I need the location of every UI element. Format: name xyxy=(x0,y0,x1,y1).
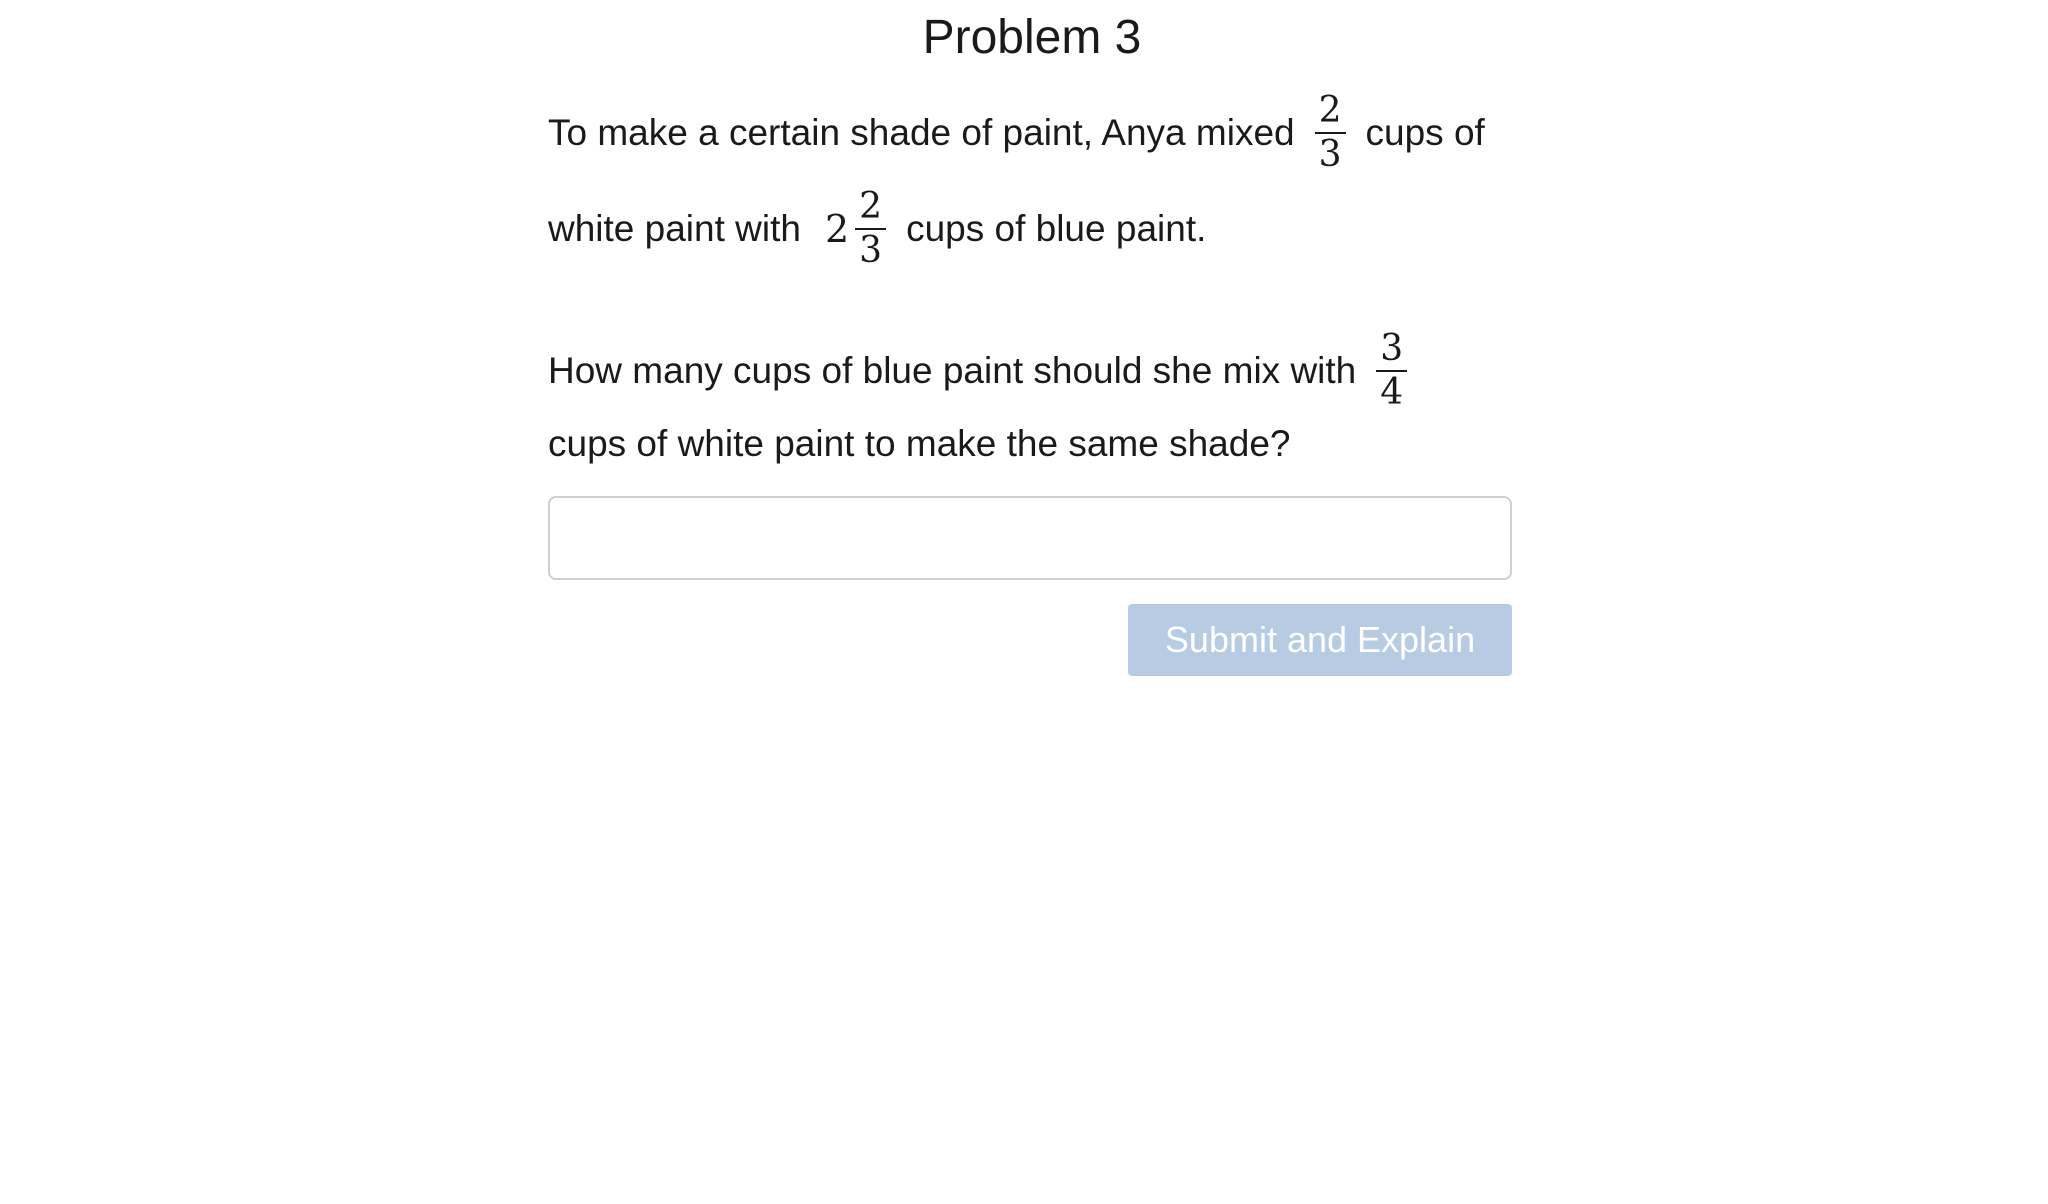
problem-text: To make a certain shade of paint, Anya mixed xyxy=(548,112,1295,153)
question-text-line-1 xyxy=(548,326,1427,416)
fraction-two-thirds xyxy=(1315,90,1346,176)
mixed-number-fraction xyxy=(855,186,886,272)
question-text-line-2 xyxy=(548,414,1291,474)
fraction-denominator: 4 xyxy=(1380,372,1404,413)
answer-input[interactable] xyxy=(548,496,1512,580)
problem-text-line-2 xyxy=(548,184,1206,274)
mixed-number-two-and-two-thirds xyxy=(825,186,886,272)
fraction-denominator: 3 xyxy=(859,230,883,271)
question-text: How many cups of blue paint should she mix with xyxy=(548,350,1357,391)
fraction-three-fourths xyxy=(1376,328,1407,414)
problem-text: white paint with xyxy=(548,208,801,249)
fraction-numerator: 2 xyxy=(1315,90,1346,134)
fraction-numerator: 3 xyxy=(1376,328,1407,372)
submit-and-explain-button[interactable]: Submit and Explain xyxy=(1128,604,1512,676)
page-title: Problem 3 xyxy=(922,11,1142,64)
fraction-denominator: 3 xyxy=(1318,134,1342,175)
problem-text-line-1 xyxy=(548,88,1485,178)
question-text: cups of white paint to make the same shade? xyxy=(548,423,1291,464)
fraction-numerator: 2 xyxy=(855,186,886,230)
mixed-number-whole: 2 xyxy=(824,207,850,251)
problem-text: cups of xyxy=(1365,112,1485,153)
problem-text: cups of blue paint. xyxy=(906,208,1207,249)
